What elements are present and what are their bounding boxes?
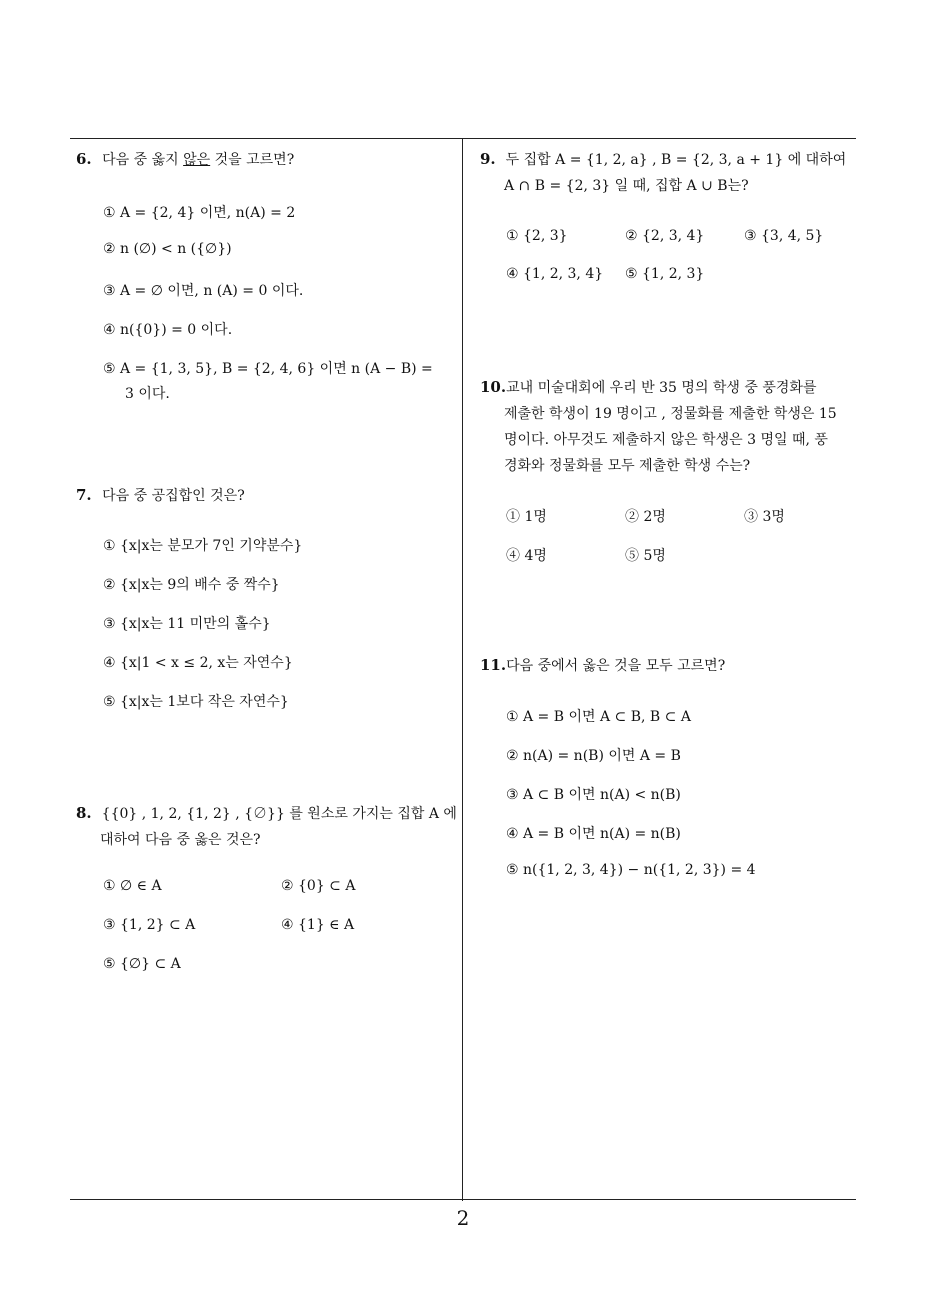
option[interactable]: ① A = {2, 4} 이면, n(A) = 2 xyxy=(103,205,296,221)
question-9 xyxy=(480,146,860,199)
question-text-line: A ∩ B = {2, 3} 일 때, 집합 A ∪ B는? xyxy=(504,178,749,194)
option[interactable]: ② {2, 3, 4} xyxy=(625,228,705,244)
option[interactable]: ④ 4명 xyxy=(506,548,547,564)
option[interactable]: ④ n({0}) = 0 이다. xyxy=(103,322,233,338)
option[interactable]: ③ 3명 xyxy=(744,509,785,525)
option[interactable]: ③ {1, 2} ⊂ A xyxy=(103,917,196,933)
option[interactable]: ④ A = B 이면 n(A) = n(B) xyxy=(506,826,681,842)
column-divider xyxy=(462,139,463,1201)
question-10 xyxy=(480,374,860,479)
option[interactable]: ⑤ A = {1, 3, 5}, B = {2, 4, 6} 이면 n (A − B) = xyxy=(103,361,433,377)
option[interactable]: ① A = B 이면 A ⊂ B, B ⊂ A xyxy=(506,709,691,725)
question-7 xyxy=(76,482,456,509)
question-number: 10. xyxy=(480,378,507,396)
option[interactable]: ④ {1, 2, 3, 4} xyxy=(506,266,604,282)
option[interactable]: ⑤ {∅} ⊂ A xyxy=(103,956,181,972)
question-text-line: 두 집합 A = {1, 2, a} , B = {2, 3, a + 1} 에 대하여 xyxy=(505,152,847,168)
option[interactable]: ② n(A) = n(B) 이면 A = B xyxy=(506,748,681,764)
option[interactable]: ⑤ {1, 2, 3} xyxy=(625,266,705,282)
option[interactable]: ③ {3, 4, 5} xyxy=(744,228,824,244)
question-8 xyxy=(76,800,460,853)
option[interactable]: ③ {x|x는 11 미만의 홀수} xyxy=(103,616,271,632)
option[interactable]: ⑤ n({1, 2, 3, 4}) − n({1, 2, 3}) = 4 xyxy=(506,862,756,878)
option[interactable]: ① ∅ ∈ A xyxy=(103,878,162,894)
option-continuation: 3 이다. xyxy=(125,386,170,402)
option[interactable]: ④ {1} ∈ A xyxy=(281,917,355,933)
question-text-line: 제출한 학생이 19 명이고 , 정물화를 제출한 학생은 15 xyxy=(504,406,837,422)
option[interactable]: ④ {x|1 < x ≤ 2, x는 자연수} xyxy=(103,655,293,671)
question-number: 7. xyxy=(76,486,92,504)
question-text-line: 경화와 정물화를 모두 제출한 학생 수는? xyxy=(504,458,751,474)
option[interactable]: ② {0} ⊂ A xyxy=(281,878,356,894)
bottom-rule xyxy=(70,1199,856,1200)
question-number: 11. xyxy=(480,656,507,674)
option[interactable]: ③ A ⊂ B 이면 n(A) < n(B) xyxy=(506,787,681,803)
question-text: 다음 중에서 옳은 것을 모두 고르면? xyxy=(506,658,726,674)
question-text: 다음 중 옳지 않은 것을 고르면? xyxy=(102,152,295,168)
question-text-line: 대하여 다음 중 옳은 것은? xyxy=(100,832,261,848)
question-number: 8. xyxy=(76,804,92,822)
question-text-line: {{0} , 1, 2, {1, 2} , {∅}} 를 원소로 가지는 집합 A 에 xyxy=(101,806,457,822)
question-6 xyxy=(76,146,456,173)
question-number: 9. xyxy=(480,150,496,168)
option[interactable]: ⑤ 5명 xyxy=(625,548,666,564)
option[interactable]: ② 2명 xyxy=(625,509,666,525)
option[interactable]: ② n (∅) < n ({∅}) xyxy=(103,241,232,257)
option[interactable]: ② {x|x는 9의 배수 중 짝수} xyxy=(103,577,280,593)
option[interactable]: ⑤ {x|x는 1보다 작은 자연수} xyxy=(103,694,289,710)
option[interactable]: ① 1명 xyxy=(506,509,547,525)
option[interactable]: ① {x|x는 분모가 7인 기약분수} xyxy=(103,538,303,554)
top-rule xyxy=(70,138,856,139)
question-text-line: 명이다. 아무것도 제출하지 않은 학생은 3 명일 때, 풍 xyxy=(504,432,828,448)
option[interactable]: ① {2, 3} xyxy=(506,228,568,244)
question-number: 6. xyxy=(76,150,92,168)
question-text-line: 교내 미술대회에 우리 반 35 명의 학생 중 풍경화를 xyxy=(506,380,817,396)
option[interactable]: ③ A = ∅ 이면, n (A) = 0 이다. xyxy=(103,283,304,299)
page-number: 2 xyxy=(456,1206,470,1230)
question-11 xyxy=(480,652,860,679)
question-text: 다음 중 공집합인 것은? xyxy=(102,488,245,504)
underlined-word: 않은 xyxy=(183,152,211,168)
